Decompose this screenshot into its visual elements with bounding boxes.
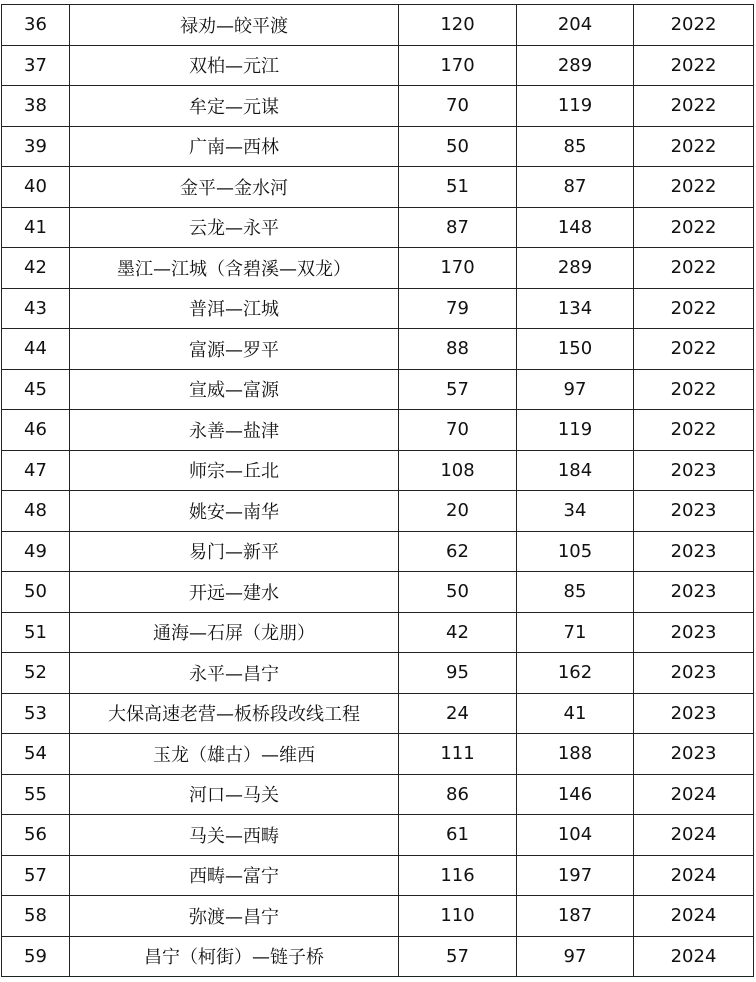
row-number-cell: 43 [2, 288, 70, 329]
value-2-cell: 34 [517, 491, 634, 532]
table-row [2, 45, 754, 86]
road-section-cell: 金平—金水河 [70, 167, 399, 208]
year-cell: 2024 [634, 896, 754, 937]
table-row [2, 936, 754, 977]
row-number-cell: 53 [2, 693, 70, 734]
table-row [2, 5, 754, 46]
year-cell: 2023 [634, 693, 754, 734]
value-2-cell: 71 [517, 612, 634, 653]
road-section-cell: 广南—西林 [70, 126, 399, 167]
value-1-cell: 170 [399, 248, 517, 289]
value-1-cell: 62 [399, 531, 517, 572]
row-number-cell: 47 [2, 450, 70, 491]
value-2-cell: 187 [517, 896, 634, 937]
year-cell: 2023 [634, 612, 754, 653]
value-1-cell: 111 [399, 734, 517, 775]
table-row [2, 329, 754, 370]
road-section-cell: 通海—石屏（龙朋） [70, 612, 399, 653]
value-1-cell: 108 [399, 450, 517, 491]
year-cell: 2022 [634, 126, 754, 167]
value-1-cell: 70 [399, 410, 517, 451]
value-2-cell: 204 [517, 5, 634, 46]
year-cell: 2022 [634, 288, 754, 329]
row-number-cell: 55 [2, 774, 70, 815]
value-1-cell: 61 [399, 815, 517, 856]
row-number-cell: 46 [2, 410, 70, 451]
row-number-cell: 36 [2, 5, 70, 46]
table-row [2, 653, 754, 694]
value-2-cell: 41 [517, 693, 634, 734]
value-1-cell: 50 [399, 126, 517, 167]
value-2-cell: 134 [517, 288, 634, 329]
value-1-cell: 88 [399, 329, 517, 370]
value-1-cell: 50 [399, 572, 517, 613]
road-section-cell: 永善—盐津 [70, 410, 399, 451]
table-row [2, 896, 754, 937]
year-cell: 2022 [634, 167, 754, 208]
row-number-cell: 49 [2, 531, 70, 572]
road-section-cell: 弥渡—昌宁 [70, 896, 399, 937]
value-1-cell: 110 [399, 896, 517, 937]
value-2-cell: 104 [517, 815, 634, 856]
table-row [2, 734, 754, 775]
road-section-cell: 墨江—江城（含碧溪—双龙） [70, 248, 399, 289]
value-1-cell: 95 [399, 653, 517, 694]
year-cell: 2024 [634, 936, 754, 977]
value-2-cell: 289 [517, 248, 634, 289]
value-2-cell: 197 [517, 855, 634, 896]
row-number-cell: 48 [2, 491, 70, 532]
year-cell: 2022 [634, 410, 754, 451]
value-2-cell: 184 [517, 450, 634, 491]
road-section-cell: 开远—建水 [70, 572, 399, 613]
year-cell: 2022 [634, 369, 754, 410]
value-2-cell: 289 [517, 45, 634, 86]
value-1-cell: 24 [399, 693, 517, 734]
row-number-cell: 38 [2, 86, 70, 127]
value-2-cell: 146 [517, 774, 634, 815]
value-1-cell: 20 [399, 491, 517, 532]
road-section-cell: 玉龙（雄古）—维西 [70, 734, 399, 775]
value-2-cell: 148 [517, 207, 634, 248]
value-2-cell: 188 [517, 734, 634, 775]
value-1-cell: 86 [399, 774, 517, 815]
row-number-cell: 59 [2, 936, 70, 977]
road-section-cell: 云龙—永平 [70, 207, 399, 248]
road-section-cell: 普洱—江城 [70, 288, 399, 329]
project-table [1, 4, 754, 977]
table-row [2, 693, 754, 734]
value-2-cell: 85 [517, 126, 634, 167]
year-cell: 2023 [634, 572, 754, 613]
table-row [2, 491, 754, 532]
road-section-cell: 牟定—元谋 [70, 86, 399, 127]
year-cell: 2022 [634, 329, 754, 370]
value-1-cell: 51 [399, 167, 517, 208]
table-row [2, 126, 754, 167]
value-2-cell: 119 [517, 86, 634, 127]
value-2-cell: 150 [517, 329, 634, 370]
table-row [2, 86, 754, 127]
table-row [2, 167, 754, 208]
table-row [2, 450, 754, 491]
road-section-cell: 昌宁（柯街）—链子桥 [70, 936, 399, 977]
table-row [2, 572, 754, 613]
year-cell: 2022 [634, 5, 754, 46]
table-row [2, 815, 754, 856]
row-number-cell: 37 [2, 45, 70, 86]
table-row [2, 855, 754, 896]
value-1-cell: 42 [399, 612, 517, 653]
road-section-cell: 富源—罗平 [70, 329, 399, 370]
row-number-cell: 58 [2, 896, 70, 937]
table-row [2, 248, 754, 289]
year-cell: 2022 [634, 45, 754, 86]
row-number-cell: 45 [2, 369, 70, 410]
table-row [2, 774, 754, 815]
road-section-cell: 大保高速老营—板桥段改线工程 [70, 693, 399, 734]
value-1-cell: 116 [399, 855, 517, 896]
value-1-cell: 87 [399, 207, 517, 248]
road-section-cell: 宣威—富源 [70, 369, 399, 410]
table-row [2, 288, 754, 329]
value-2-cell: 85 [517, 572, 634, 613]
year-cell: 2022 [634, 86, 754, 127]
row-number-cell: 51 [2, 612, 70, 653]
value-1-cell: 70 [399, 86, 517, 127]
value-2-cell: 97 [517, 369, 634, 410]
row-number-cell: 40 [2, 167, 70, 208]
value-2-cell: 162 [517, 653, 634, 694]
value-2-cell: 97 [517, 936, 634, 977]
table-row [2, 369, 754, 410]
row-number-cell: 50 [2, 572, 70, 613]
table-row [2, 531, 754, 572]
table-row [2, 612, 754, 653]
year-cell: 2024 [634, 774, 754, 815]
value-2-cell: 105 [517, 531, 634, 572]
value-2-cell: 119 [517, 410, 634, 451]
value-2-cell: 87 [517, 167, 634, 208]
year-cell: 2023 [634, 491, 754, 532]
road-section-cell: 师宗—丘北 [70, 450, 399, 491]
road-section-cell: 永平—昌宁 [70, 653, 399, 694]
row-number-cell: 54 [2, 734, 70, 775]
road-section-cell: 河口—马关 [70, 774, 399, 815]
year-cell: 2023 [634, 450, 754, 491]
road-section-cell: 姚安—南华 [70, 491, 399, 532]
year-cell: 2023 [634, 734, 754, 775]
year-cell: 2024 [634, 855, 754, 896]
value-1-cell: 170 [399, 45, 517, 86]
value-1-cell: 57 [399, 369, 517, 410]
project-table-body [2, 5, 754, 977]
road-section-cell: 易门—新平 [70, 531, 399, 572]
row-number-cell: 52 [2, 653, 70, 694]
value-1-cell: 57 [399, 936, 517, 977]
road-section-cell: 双柏—元江 [70, 45, 399, 86]
road-section-cell: 马关—西畴 [70, 815, 399, 856]
row-number-cell: 57 [2, 855, 70, 896]
year-cell: 2022 [634, 248, 754, 289]
year-cell: 2023 [634, 531, 754, 572]
road-section-cell: 西畴—富宁 [70, 855, 399, 896]
road-section-cell: 禄劝—皎平渡 [70, 5, 399, 46]
year-cell: 2024 [634, 815, 754, 856]
table-row [2, 410, 754, 451]
table-row [2, 207, 754, 248]
year-cell: 2022 [634, 207, 754, 248]
row-number-cell: 44 [2, 329, 70, 370]
value-1-cell: 120 [399, 5, 517, 46]
row-number-cell: 39 [2, 126, 70, 167]
year-cell: 2023 [634, 653, 754, 694]
value-1-cell: 79 [399, 288, 517, 329]
row-number-cell: 41 [2, 207, 70, 248]
row-number-cell: 42 [2, 248, 70, 289]
row-number-cell: 56 [2, 815, 70, 856]
